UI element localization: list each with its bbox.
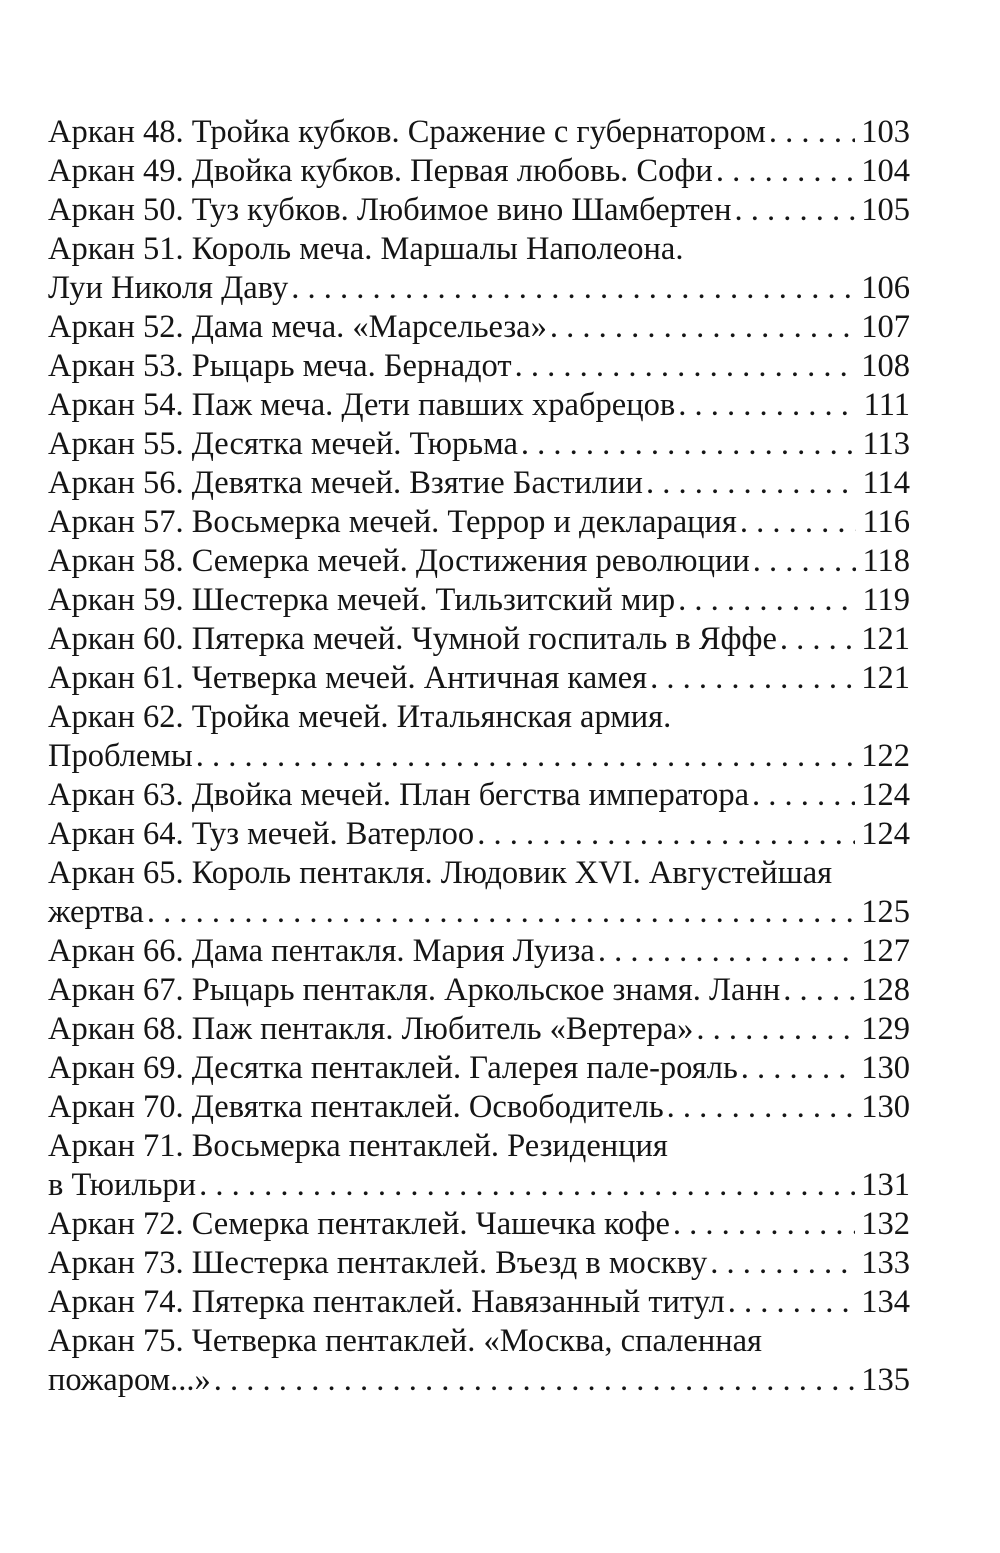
toc-entry-title: Аркан 72. Семерка пентаклей. Чашечка кофе <box>48 1206 670 1242</box>
toc-entry-line <box>48 971 910 1010</box>
toc-entry-title: Аркан 75. Четверка пентаклей. «Москва, спаленная <box>48 1323 762 1359</box>
dot-leader <box>678 386 857 425</box>
toc-entry-title: Аркан 56. Девятка мечей. Взятие Бастилии <box>48 465 643 501</box>
toc-entry <box>48 386 910 425</box>
toc-entry <box>48 1049 910 1088</box>
toc-entry-title: Аркан 73. Шестерка пентаклей. Въезд в москву <box>48 1245 708 1281</box>
toc-page-number: 121 <box>861 660 910 696</box>
toc-entry-title: Аркан 49. Двойка кубков. Первая любовь. Софи <box>48 153 713 189</box>
toc-entry-line <box>48 1127 910 1166</box>
dot-leader <box>291 269 855 308</box>
toc-entry-line <box>48 1283 910 1322</box>
toc-page-number: 132 <box>861 1206 910 1242</box>
toc-entry-title: пожаром...» <box>48 1362 211 1398</box>
toc-entry-line <box>48 1010 910 1049</box>
toc-page <box>48 113 910 1400</box>
dot-leader <box>678 581 856 620</box>
dot-leader <box>147 893 855 932</box>
toc-page-number: 124 <box>861 777 910 813</box>
toc-entry-line <box>48 1244 910 1283</box>
toc-entry-line <box>48 1166 910 1205</box>
toc-entry-line <box>48 698 910 737</box>
dot-leader <box>780 620 855 659</box>
toc-entry-line <box>48 425 910 464</box>
toc-page-number: 128 <box>861 972 910 1008</box>
toc-entry-title: Аркан 67. Рыцарь пентакля. Аркольское знамя. Ланн <box>48 972 781 1008</box>
toc-page-number: 113 <box>862 426 910 462</box>
toc-page-number: 135 <box>861 1362 910 1398</box>
toc-page-number: 105 <box>861 192 910 228</box>
toc-page-number: 131 <box>861 1167 910 1203</box>
toc-entry-line <box>48 542 910 581</box>
toc-page-number: 130 <box>861 1089 910 1125</box>
toc-entry-title: Аркан 53. Рыцарь меча. Бернадот <box>48 348 512 384</box>
toc-entry <box>48 464 910 503</box>
toc-entry-line <box>48 113 910 152</box>
toc-page-number: 108 <box>861 348 910 384</box>
toc-entry <box>48 815 910 854</box>
toc-entry-title: Аркан 71. Восьмерка пентаклей. Резиденция <box>48 1128 668 1164</box>
toc-entry-title: Аркан 50. Туз кубков. Любимое вино Шамбертен <box>48 192 732 228</box>
toc-entry-line <box>48 308 910 347</box>
toc-page-number: 125 <box>861 894 910 930</box>
toc-entry <box>48 191 910 230</box>
toc-entry-line <box>48 191 910 230</box>
toc-entry <box>48 308 910 347</box>
toc-entry-line <box>48 152 910 191</box>
toc-entry <box>48 1244 910 1283</box>
toc-entry-title: Аркан 61. Четверка мечей. Античная камея <box>48 660 648 696</box>
toc-page-number: 134 <box>861 1284 910 1320</box>
toc-entry-line <box>48 815 910 854</box>
dot-leader <box>515 347 856 386</box>
toc-entry-line <box>48 230 910 269</box>
toc-entry-title: Луи Николя Даву <box>48 270 289 306</box>
toc-entry <box>48 1205 910 1244</box>
toc-entry-title: Аркан 63. Двойка мечей. План бегства императора <box>48 777 749 813</box>
toc-page-number: 122 <box>861 738 910 774</box>
toc-page-number: 119 <box>862 582 910 618</box>
toc-entry-title: Аркан 52. Дама меча. «Марсельеза» <box>48 309 547 345</box>
toc-entry-title: Аркан 74. Пятерка пентаклей. Навязанный титул <box>48 1284 725 1320</box>
toc-entry <box>48 347 910 386</box>
toc-entry <box>48 113 910 152</box>
toc-page-number: 118 <box>862 543 910 579</box>
toc-entry <box>48 776 910 815</box>
toc-entry <box>48 971 910 1010</box>
toc-entry-title: Проблемы <box>48 738 193 774</box>
toc-entry <box>48 659 910 698</box>
toc-entry <box>48 542 910 581</box>
toc-entry-line <box>48 854 910 893</box>
dot-leader <box>783 971 855 1010</box>
toc-entry-line <box>48 893 910 932</box>
toc-entry <box>48 152 910 191</box>
toc-list <box>48 113 910 1400</box>
dot-leader <box>735 191 856 230</box>
toc-entry <box>48 932 910 971</box>
toc-entry-title: Аркан 58. Семерка мечей. Достижения революции <box>48 543 750 579</box>
toc-entry-line <box>48 737 910 776</box>
toc-entry-line <box>48 1088 910 1127</box>
toc-entry-title: Аркан 70. Девятка пентаклей. Освободитель <box>48 1089 664 1125</box>
dot-leader <box>710 1244 855 1283</box>
toc-page-number: 107 <box>861 309 910 345</box>
toc-entry-line <box>48 659 910 698</box>
toc-entry <box>48 581 910 620</box>
toc-entry-title: Аркан 60. Пятерка мечей. Чумной госпиталь в Яффе <box>48 621 777 657</box>
toc-entry-title: Аркан 55. Десятка мечей. Тюрьма <box>48 426 518 462</box>
toc-entry-title: в Тюильри <box>48 1167 197 1203</box>
dot-leader <box>673 1205 855 1244</box>
toc-entry-title: Аркан 59. Шестерка мечей. Тильзитский мир <box>48 582 676 618</box>
toc-entry-title: Аркан 64. Туз мечей. Ватерлоо <box>48 816 475 852</box>
toc-entry <box>48 1283 910 1322</box>
toc-entry-line <box>48 386 910 425</box>
toc-entry-line <box>48 464 910 503</box>
toc-entry-title: Аркан 68. Паж пентакля. Любитель «Вертера» <box>48 1011 694 1047</box>
toc-entry-title: жертва <box>48 894 144 930</box>
toc-entry <box>48 854 910 932</box>
toc-entry-title: Аркан 54. Паж меча. Дети павших храбрецов <box>48 387 676 423</box>
dot-leader <box>667 1088 856 1127</box>
toc-entry-line <box>48 1322 910 1361</box>
toc-entry <box>48 698 910 776</box>
dot-leader <box>769 113 855 152</box>
toc-entry <box>48 425 910 464</box>
toc-entry <box>48 1010 910 1049</box>
toc-page-number: 129 <box>861 1011 910 1047</box>
dot-leader <box>716 152 855 191</box>
dot-leader <box>521 425 857 464</box>
toc-entry-title: Аркан 69. Десятка пентаклей. Галерея пале-рояль <box>48 1050 738 1086</box>
toc-entry <box>48 1088 910 1127</box>
toc-entry-line <box>48 776 910 815</box>
toc-page-number: 116 <box>862 504 910 540</box>
dot-leader <box>214 1361 855 1400</box>
toc-entry-line <box>48 620 910 659</box>
dot-leader <box>753 542 857 581</box>
toc-entry-title: Аркан 66. Дама пентакля. Мария Луиза <box>48 933 595 969</box>
toc-entry-line <box>48 347 910 386</box>
dot-leader <box>752 776 855 815</box>
dot-leader <box>550 308 855 347</box>
toc-entry-title: Аркан 51. Король меча. Маршалы Наполеона. <box>48 231 684 267</box>
toc-page-number: 104 <box>861 153 910 189</box>
toc-page-number: 106 <box>861 270 910 306</box>
toc-entry-line <box>48 1205 910 1244</box>
dot-leader <box>650 659 855 698</box>
toc-entry-line <box>48 932 910 971</box>
toc-page-number: 124 <box>861 816 910 852</box>
toc-entry <box>48 230 910 308</box>
dot-leader <box>196 737 856 776</box>
toc-page-number: 114 <box>862 465 910 501</box>
toc-page-number: 130 <box>861 1050 910 1086</box>
dot-leader <box>199 1166 855 1205</box>
toc-entry <box>48 503 910 542</box>
toc-entry-line <box>48 1361 910 1400</box>
toc-page-number: 111 <box>863 387 910 423</box>
toc-entry-line <box>48 269 910 308</box>
toc-entry <box>48 620 910 659</box>
toc-page-number: 133 <box>861 1245 910 1281</box>
dot-leader <box>740 503 857 542</box>
toc-entry-line <box>48 581 910 620</box>
dot-leader <box>477 815 855 854</box>
toc-page-number: 127 <box>861 933 910 969</box>
dot-leader <box>646 464 857 503</box>
dot-leader <box>598 932 855 971</box>
toc-entry-line <box>48 503 910 542</box>
dot-leader <box>696 1010 855 1049</box>
toc-entry-title: Аркан 65. Король пентакля. Людовик XVI. Августейшая <box>48 855 833 891</box>
toc-entry-line <box>48 1049 910 1088</box>
toc-page-number: 103 <box>861 114 910 150</box>
toc-entry-title: Аркан 48. Тройка кубков. Сражение с губернатором <box>48 114 766 150</box>
toc-entry-title: Аркан 57. Восьмерка мечей. Террор и декларация <box>48 504 737 540</box>
toc-entry-title: Аркан 62. Тройка мечей. Итальянская армия. <box>48 699 672 735</box>
toc-entry <box>48 1322 910 1400</box>
dot-leader <box>741 1049 855 1088</box>
toc-entry <box>48 1127 910 1205</box>
dot-leader <box>728 1283 856 1322</box>
toc-page-number: 121 <box>861 621 910 657</box>
